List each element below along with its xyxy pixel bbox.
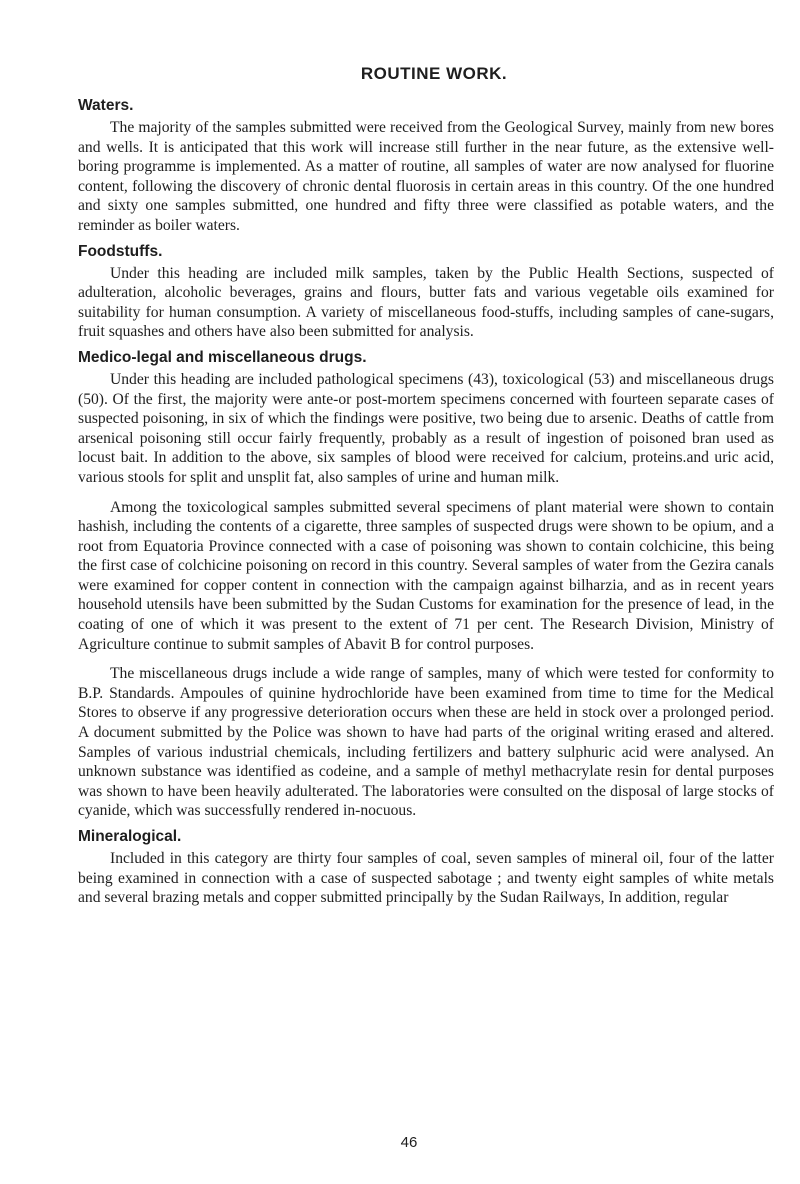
document-page xyxy=(74,64,774,912)
paragraph: Under this heading are included pathological specimens (43), toxicological (53) and miscellaneous drugs (50). Of the first, the majority were ante-or post-mortem specimens concerned with fourteen separate cases of suspected poisoning, in six of which the findings were positive, two being due to arsenic. Deaths of cattle from arsenical poisoning still occur fairly frequently, probably as a result of ingestion of poisoned bran used as locust bait. In addition to the above, six samples of blood were received for calcium, proteins.and uric acid, various stools for split and unsplit fat, also samples of urine and human milk. xyxy=(78,370,774,486)
paragraph: Under this heading are included milk samples, taken by the Public Health Sections, suspected of adulteration, alcoholic beverages, grains and flours, butter fats and various vegetable oils examined for suitability for human consumption. A variety of miscellaneous food-stuffs, including samples of cane-sugars, fruit squashes and others have also been submitted for analysis. xyxy=(78,264,774,341)
running-title: ROUTINE WORK. xyxy=(360,64,508,83)
paragraph: Included in this category are thirty four samples of coal, seven samples of mineral oil, four of the latter being examined in connection with a case of suspected sabotage ; and twenty eight samples of white metals and several brazing metals and copper submitted principally by the Sudan Railways, In addition, regular xyxy=(78,850,774,907)
section-waters xyxy=(74,94,774,236)
section-heading-foodstuffs: Foodstuffs. xyxy=(78,242,163,260)
paragraph: Among the toxicological samples submitted several specimens of plant material were shown to contain hashish, including the contents of a cigarette, three samples of suspected drugs were shown to be opium, and a root from Equatoria Province connected with a case of poisoning was shown to contain colchicine, this being the first case of colchicine poisoning on record in this country. Several samples of water from the Gezira canals were examined for copper content in connection with the campaign against bilharzia, and as in recent years household utensils have been submitted by the Sudan Customs for examination for the presence of lead, in the coating of one of which it was present to the extent of 71 per cent. The Research Division, Ministry of Agriculture continue to submit samples of Abavit B for control purposes. xyxy=(78,498,774,653)
section-heading-mineralogical: Mineralogical. xyxy=(78,828,182,845)
section-foodstuffs xyxy=(74,240,774,342)
section-medico-legal xyxy=(74,346,774,821)
section-heading-waters: Waters. xyxy=(78,97,134,114)
paragraph: The miscellaneous drugs include a wide range of samples, many of which were tested for conformity to B.P. Standards. Ampoules of quinine hydrochloride have been examined from time to time for the Medical Stores to observe if any progressive deterioration occurs when these are held in stock over a prolonged period. A document submitted by the Police was shown to have had parts of the original writing erased and altered. Samples of various industrial chemicals, including fertilizers and battery sulphuric acid were analysed. An unknown substance was identified as codeine, and a sample of methyl methacrylate resin for dental purposes was shown to have been heavily adulterated. The laboratories were consulted on the disposal of large stocks of cyanide, which was successfully rendered in-nocuous. xyxy=(78,665,774,820)
section-mineralogical xyxy=(74,825,774,908)
section-heading-medico-legal: Medico-legal and miscellaneous drugs. xyxy=(78,348,367,366)
paragraph: The majority of the samples submitted were received from the Geological Survey, mainly from new bores and wells. It is anticipated that this work will increase still further in the near future, as the extensive well-boring programme is implemented. As a matter of routine, all samples of water are now analysed for fluorine content, following the discovery of chronic dental fluorosis in certain areas in this country. Of the one hundred and sixty one samples submitted, one hundred and fifty three were classified as potable waters, and the reminder as boiler waters. xyxy=(78,119,774,234)
page-number: 46 xyxy=(400,1134,418,1151)
